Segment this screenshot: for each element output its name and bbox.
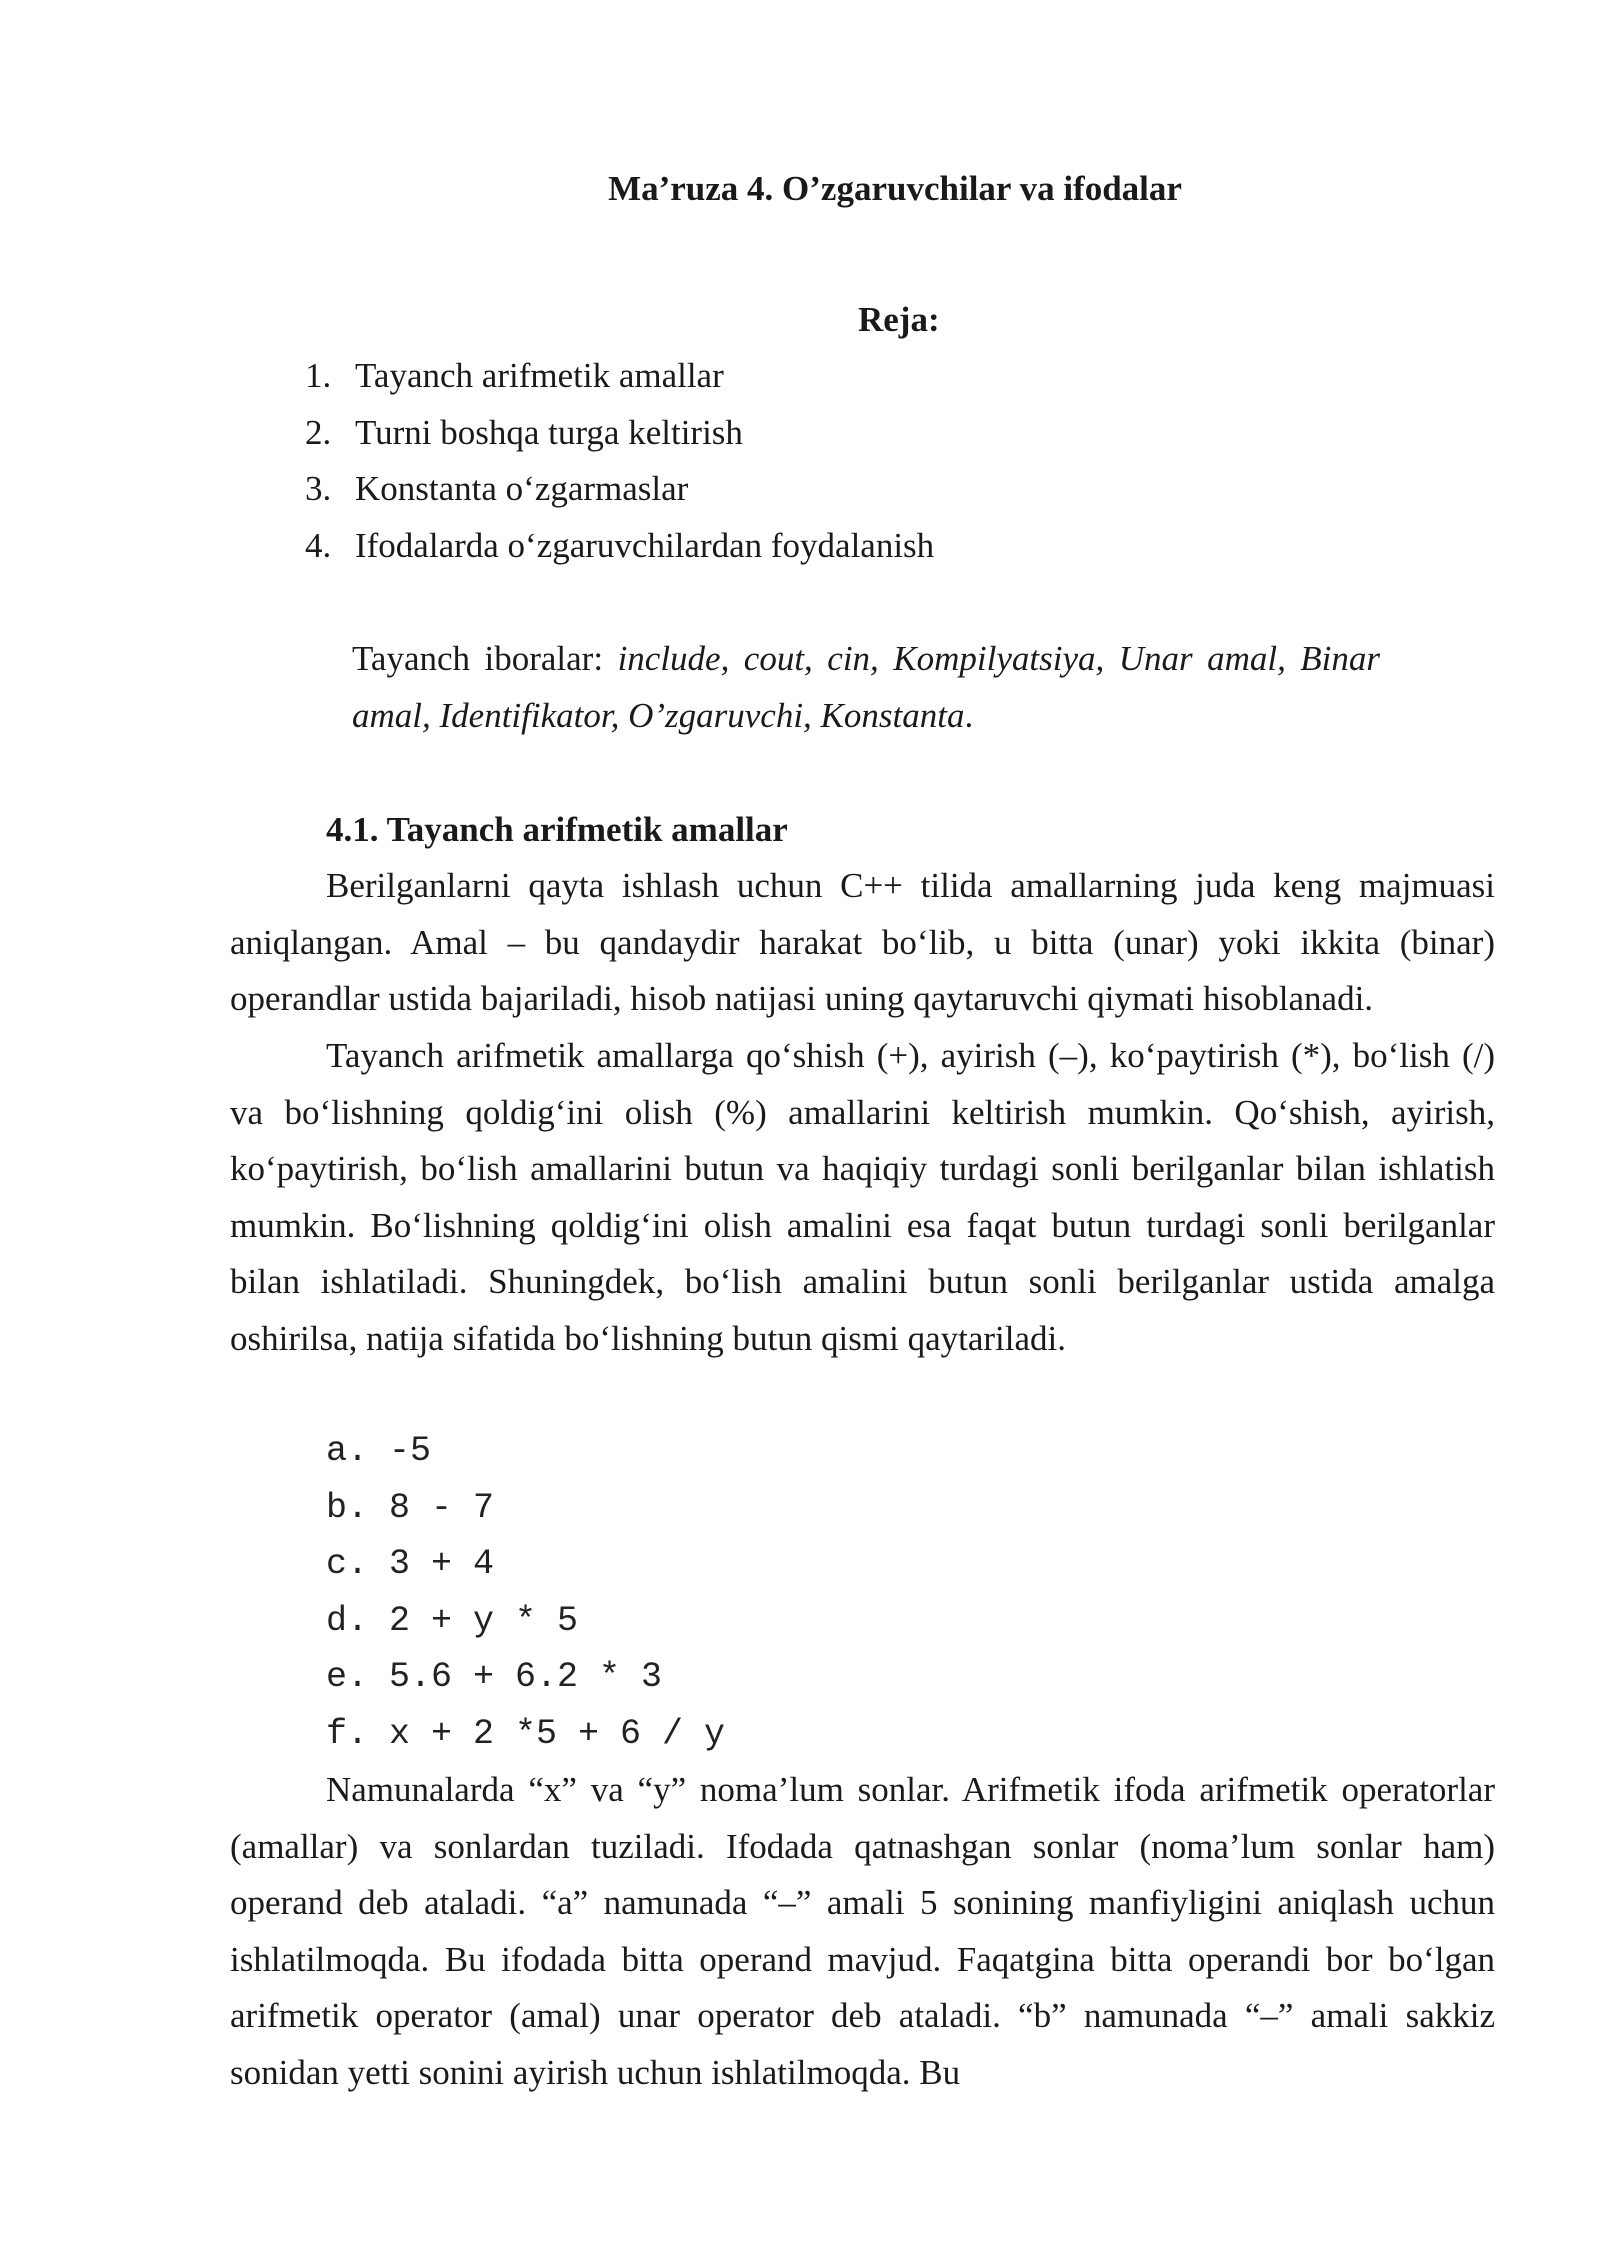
paragraph-examples-explanation: Namunalarda “x” va “y” noma’lum sonlar. Arifmetik ifoda arifmetik operatorlar (amallar) va sonlardan tuziladi. Ifodada qatnashgan sonlar (noma’lum sonlar ham) operand deb ataladi. “a” namunada “–” amali 5 sonining manfiyligini aniqlash uchun ishlatilmoqda. Bu ifodada bitta operand mavjud. Faqatgina bitta operandi bor bo‘lgan arifmetik operator (amal) unar operator deb ataladi. “b” namunada “–” amali sakkiz sonidan yetti sonini ayirish uchun ishlatilmoqda. Bu (230, 1770, 1495, 2092)
section-heading: 4.1. Tayanch arifmetik amallar (326, 810, 788, 849)
paragraph-operations: Tayanch arifmetik amallarga qo‘shish (+), ayirish (–), ko‘paytirish (*), bo‘lish (/) va bo‘lishning qoldig‘ini olish (%) amallarini keltirish mumkin. Qo‘shish, ayirish, ko‘paytirish, bo‘lish amallarini butun va haqiqiy turdagi sonli berilganlar bilan ishlatish mumkin. Bo‘lishning qoldig‘ini olish amalini esa faqat butun turdagi sonli berilganlar bilan ishlatiladi. Shuningdek, bo‘lish amalini butun sonli berilganlar ustida amalga oshirilsa, natija sifatida bo‘lishning butun qismi qaytariladi. (230, 1036, 1495, 1358)
example-item: b. 8 - 7 (326, 1487, 495, 1528)
plan-item-number: 4. (305, 525, 332, 565)
page-title: Ma’ruza 4. O’zgaruvchilar va ifodalar (608, 169, 1182, 208)
plan-item-text: Turni boshqa turga keltirish (355, 412, 743, 452)
paragraph-intro: Berilganlarni qayta ishlash uchun C++ tilida amallarning juda keng majmuasi aniqlangan. Amal – bu qandaydir harakat bo‘lib, u bitta (unar) yoki ikkita (binar) operandlar ustida bajariladi, hisob natijasi uning qaytaruvchi qiymati hisoblanadi. (230, 866, 1495, 1018)
plan-item-number: 3. (305, 469, 332, 508)
keywords-block (352, 631, 1380, 744)
plan-item-text: Konstanta o‘zgarmaslar (355, 469, 689, 508)
example-item: c. 3 + 4 (326, 1544, 495, 1584)
plan-item-number: 1. (305, 356, 332, 395)
example-list (326, 1423, 725, 1762)
keywords-list: include, cout, cin, Kompilyatsiya, Unar amal, Binar amal, Identifikator, O’zgaruvchi, Konstanta (352, 639, 1381, 735)
plan-item (305, 409, 934, 466)
plan-heading: Reja: (858, 300, 940, 339)
example-item: e. 5.6 + 6.2 * 3 (326, 1657, 663, 1697)
plan-item-number: 2. (305, 412, 332, 452)
plan-item-text: Ifodalarda o‘zgaruvchilardan foydalanish (355, 525, 935, 565)
plan-item-text: Tayanch arifmetik amallar (355, 356, 724, 395)
plan-item (305, 522, 934, 579)
example-item: d. 2 + y * 5 (326, 1600, 579, 1641)
keywords-label: Tayanch iboralar: (352, 639, 604, 678)
plan-item (305, 352, 934, 409)
example-item: a. -5 (326, 1431, 432, 1471)
plan-item (305, 465, 934, 522)
plan-list (305, 352, 934, 578)
example-item: f. x + 2 *5 + 6 / y (326, 1713, 726, 1754)
keywords-end: . (964, 695, 974, 735)
